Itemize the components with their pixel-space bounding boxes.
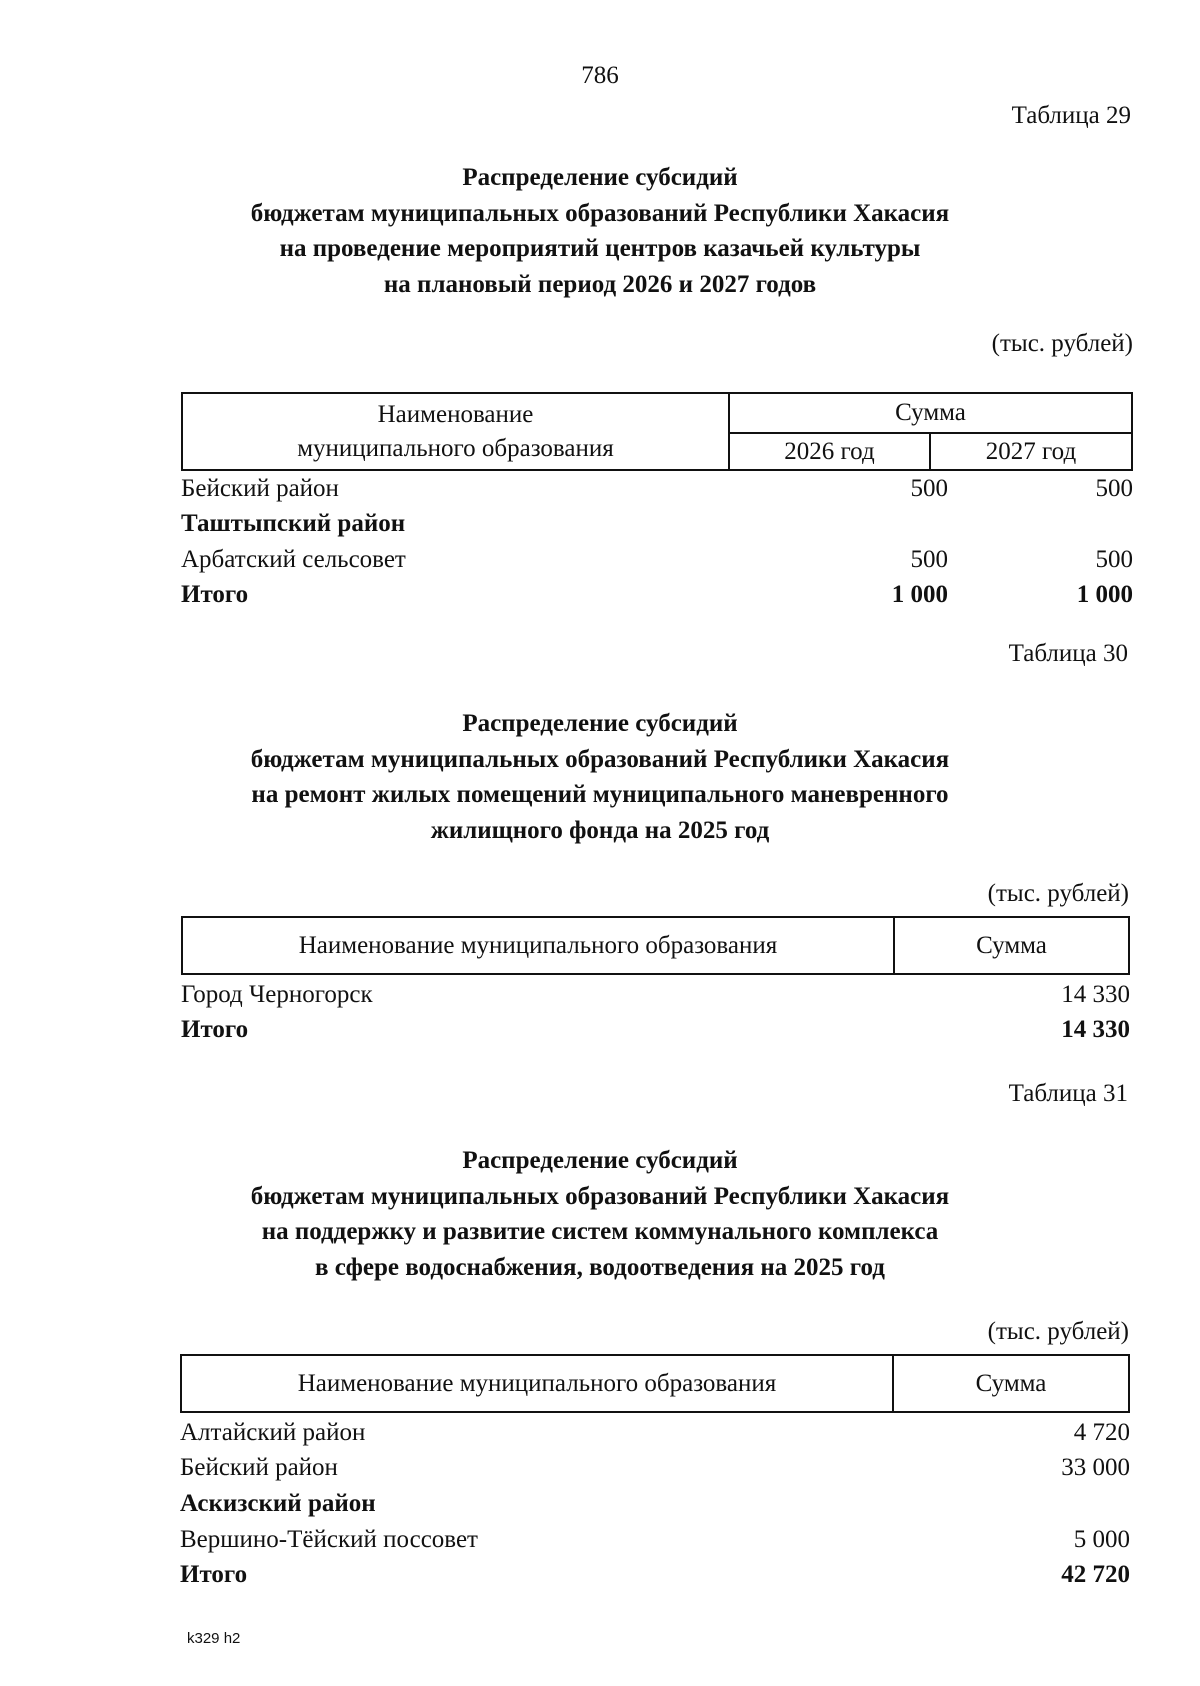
row-value: 5 000	[1073, 1526, 1130, 1553]
row-value: 42 720	[1061, 1561, 1130, 1588]
table-29-title	[0, 160, 1200, 302]
table-row	[181, 577, 1133, 612]
row-name: Итого	[181, 1016, 249, 1043]
header-name-line1: Наименование	[377, 400, 534, 428]
row-name: Вершино-Тёйский поссовет	[180, 1526, 478, 1553]
table-row	[181, 977, 1130, 1012]
table-row	[181, 506, 1133, 541]
row-value-2026: 500	[910, 475, 948, 502]
title-line: на плановый период 2026 и 2027 годов	[383, 270, 817, 298]
table-30-header	[181, 916, 1130, 975]
title-line: на ремонт жилых помещений муниципального маневренного	[251, 781, 949, 808]
footer-code: k329 h2	[187, 1630, 241, 1647]
table-29-units: (тыс. рублей)	[991, 330, 1133, 357]
table-row	[181, 542, 1133, 577]
row-value: 33 000	[1061, 1454, 1130, 1481]
title-line: на проведение мероприятий центров казачьей культуры	[279, 235, 921, 262]
title-line: Распределение субсидий	[462, 1147, 738, 1174]
table-row	[181, 1012, 1130, 1047]
row-value-2026: 500	[910, 546, 948, 573]
row-value: 14 330	[1061, 1016, 1130, 1043]
title-line: на поддержку и развитие систем коммунального комплекса	[261, 1218, 939, 1245]
table-31-label: Таблица 31	[1008, 1080, 1128, 1107]
row-name: Алтайский район	[180, 1419, 366, 1446]
row-name: Бейский район	[181, 475, 339, 502]
header-sum-cell: Сумма	[895, 399, 966, 426]
table-row	[180, 1557, 1130, 1592]
row-name: Бейский район	[180, 1454, 338, 1481]
table-31-title	[0, 1143, 1200, 1285]
header-name-cell	[183, 394, 728, 469]
header-name-cell: Наименование муниципального образования	[297, 1369, 777, 1397]
header-year-2027: 2027 год	[985, 437, 1077, 465]
title-line: жилищного фонда на 2025 год	[430, 816, 770, 844]
header-sum-cell: Сумма	[975, 1369, 1047, 1397]
table-row	[180, 1450, 1130, 1485]
row-name: Итого	[181, 581, 249, 608]
table-row	[180, 1522, 1130, 1557]
row-name: Арбатский сельсовет	[181, 546, 406, 573]
row-value: 14 330	[1061, 981, 1130, 1008]
table-30-title	[0, 706, 1200, 848]
table-29-label: Таблица 29	[1011, 102, 1131, 129]
row-value-2027: 500	[1095, 546, 1133, 573]
table-31-header	[180, 1354, 1130, 1413]
header-sum-cell: Сумма	[976, 931, 1047, 959]
row-value-2026: 1 000	[891, 581, 948, 608]
table-30-units: (тыс. рублей)	[987, 880, 1129, 907]
row-value: 4 720	[1073, 1419, 1130, 1446]
title-line: Распределение субсидий	[462, 164, 738, 191]
row-name: Аскизский район	[180, 1490, 376, 1517]
table-30-label: Таблица 30	[1008, 640, 1128, 667]
table-31-units: (тыс. рублей)	[987, 1318, 1129, 1345]
row-value-2027: 1 000	[1076, 581, 1133, 608]
header-name-line2: муниципального образования	[297, 434, 614, 462]
table-row	[180, 1486, 1130, 1521]
row-name: Таштыпский район	[181, 510, 406, 537]
title-line: в сфере водоснабжения, водоотведения на 2025 год	[315, 1253, 885, 1281]
table-29-header	[181, 392, 1133, 471]
page-number: 786	[581, 62, 619, 89]
table-row	[181, 471, 1133, 506]
title-line: бюджетам муниципальных образований Республики Хакасия	[250, 199, 950, 227]
header-name-cell: Наименование муниципального образования	[298, 931, 778, 959]
header-year-2026: 2026 год	[784, 437, 875, 465]
title-line: бюджетам муниципальных образований Республики Хакасия	[250, 1182, 950, 1210]
title-line: Распределение субсидий	[462, 710, 738, 737]
title-line: бюджетам муниципальных образований Республики Хакасия	[250, 745, 950, 773]
row-name: Город Черногорск	[181, 981, 373, 1008]
row-value-2027: 500	[1095, 475, 1133, 502]
row-name: Итого	[180, 1561, 248, 1588]
table-row	[180, 1415, 1130, 1450]
